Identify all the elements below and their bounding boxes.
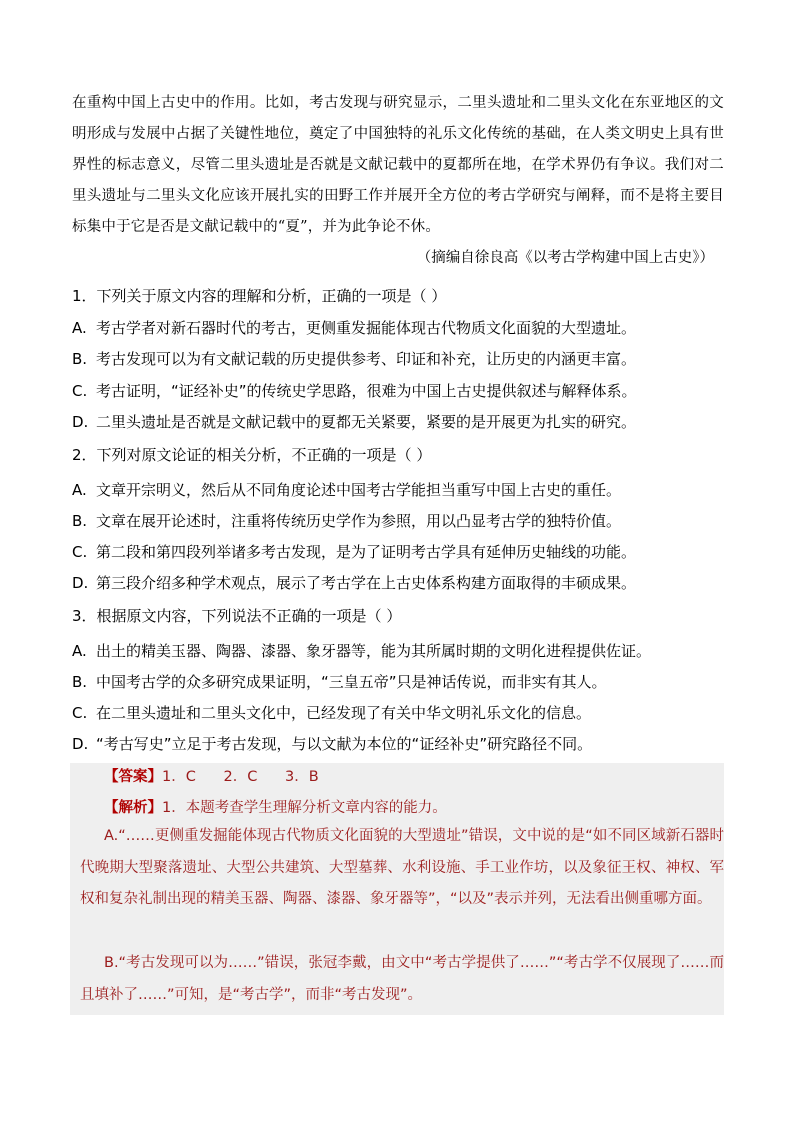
option-letter: D. — [72, 735, 89, 753]
answer-values: 1．C 2．C 3．B — [162, 769, 319, 785]
option-text: 考古发现可以为有文献记载的历史提供参考、印证和补充，让历史的内涵更丰富。 — [96, 350, 637, 368]
question-1-option-c[interactable] — [72, 381, 732, 401]
option-text: 第三段介绍多种学术观点，展示了考古学在上古史体系构建方面取得的丰硕成果。 — [96, 574, 637, 592]
question-3-option-a[interactable] — [72, 641, 732, 661]
option-letter: B. — [72, 350, 88, 368]
question-2-option-a[interactable] — [72, 480, 732, 500]
option-text: 考古学者对新石器时代的考古，更侧重发掘能体现古代物质文化面貌的大型遗址。 — [96, 319, 637, 337]
question-1-option-a[interactable] — [72, 318, 732, 338]
option-letter: A. — [72, 642, 87, 660]
analysis-label: 【解析】 — [104, 800, 162, 816]
option-text: 出土的精美玉器、陶器、漆器、象牙器等，能为其所属时期的文明化进程提供佐证。 — [96, 642, 652, 660]
option-text: 中国考古学的众多研究成果证明，“三皇五帝”只是神话传说，而非实有其人。 — [96, 673, 607, 691]
question-1-option-b[interactable] — [72, 349, 732, 369]
passage-source: （摘编自徐良高《以考古学构建中国上古史》） — [416, 250, 714, 266]
explanation-b: B.“考古发现可以为……”错误，张冠李戴，由文中“考古学提供了……”“考古学不仅展现了……而且填补了……”可知，是“考古学”，而非“考古发现”。 — [80, 955, 724, 1003]
option-text: 二里头遗址是否就是文献记载中的夏都无关紧要，紧要的是开展更为扎实的研究。 — [96, 413, 637, 431]
option-letter: D. — [72, 413, 89, 431]
option-text: 文章在展开论述时，注重将传统历史学作为参照，用以凸显考古学的独特价值。 — [96, 512, 622, 530]
option-text: “考古写史”立足于考古发现，与以文献为本位的“证经补史”研究路径不同。 — [96, 735, 593, 753]
option-letter: B. — [72, 512, 88, 530]
question-3-stem: 3．根据原文内容，下列说法不正确的一项是（ ） — [72, 607, 402, 625]
option-text: 第二段和第四段列举诸多考古发现，是为了证明考古学具有延伸历史轴线的功能。 — [96, 543, 637, 561]
option-letter: C. — [72, 382, 88, 400]
answer-line — [104, 767, 319, 787]
question-2-option-b[interactable] — [72, 511, 732, 531]
question-3-option-d[interactable] — [72, 734, 732, 754]
question-2-option-c[interactable] — [72, 542, 732, 562]
question-1-option-d[interactable] — [72, 412, 732, 432]
option-text: 文章开宗明义，然后从不同角度论述中国考古学能担当重写中国上古史的重任。 — [96, 481, 622, 499]
analysis-intro: 1．本题考查学生理解分析文章内容的能力。 — [162, 800, 447, 816]
question-1-stem: 1．下列关于原文内容的理解和分析，正确的一项是（ ） — [72, 287, 447, 305]
option-letter: C. — [72, 543, 88, 561]
option-letter: B. — [72, 673, 88, 691]
question-2-option-d[interactable] — [72, 573, 732, 593]
option-text: 考古证明，“证经补史”的传统史学思路，很难为中国上古史提供叙述与解释体系。 — [96, 382, 637, 400]
option-text: 在二里头遗址和二里头文化中，已经发现了有关中华文明礼乐文化的信息。 — [96, 704, 592, 722]
question-3-option-c[interactable] — [72, 703, 732, 723]
answer-label: 【答案】 — [104, 769, 162, 785]
question-2-stem: 2．下列对原文论证的相关分析，不正确的一项是（ ） — [72, 446, 432, 464]
option-letter: A. — [72, 481, 87, 499]
question-3-option-b[interactable] — [72, 672, 732, 692]
analysis-line — [104, 798, 447, 818]
option-letter: D. — [72, 574, 89, 592]
option-letter: C. — [72, 704, 88, 722]
option-letter: A. — [72, 319, 87, 337]
passage-text: 在重构中国上古史中的作用。比如，考古发现与研究显示，二里头遗址和二里头文化在东亚地区的文明形成与发展中占据了关键性地位，奠定了中国独特的礼乐文化传统的基础，在人类文明史上具有世界性的标志意义，尽管二里头遗址是否就是文献记载中的夏都所在地，在学术界仍有争议。我们对二里头遗址与二里头文化应该开展扎实的田野工作并展开全方位的考古学研究与阐释，而不是将主要目标集中于它是否是文献记载中的“夏”，并为此争论不休。 — [72, 95, 724, 235]
explanation-a: A.“……更侧重发掘能体现古代物质文化面貌的大型遗址”错误，文中说的是“如不同区域新石器时代晚期大型聚落遗址、大型公共建筑、大型墓葬、水利设施、手工业作坊，以及象征王权、神权、军权和复杂礼制出现的精美玉器、陶器、漆器、象牙器等”，“以及”表示并列，无法看出侧重哪方面。 — [80, 828, 724, 907]
